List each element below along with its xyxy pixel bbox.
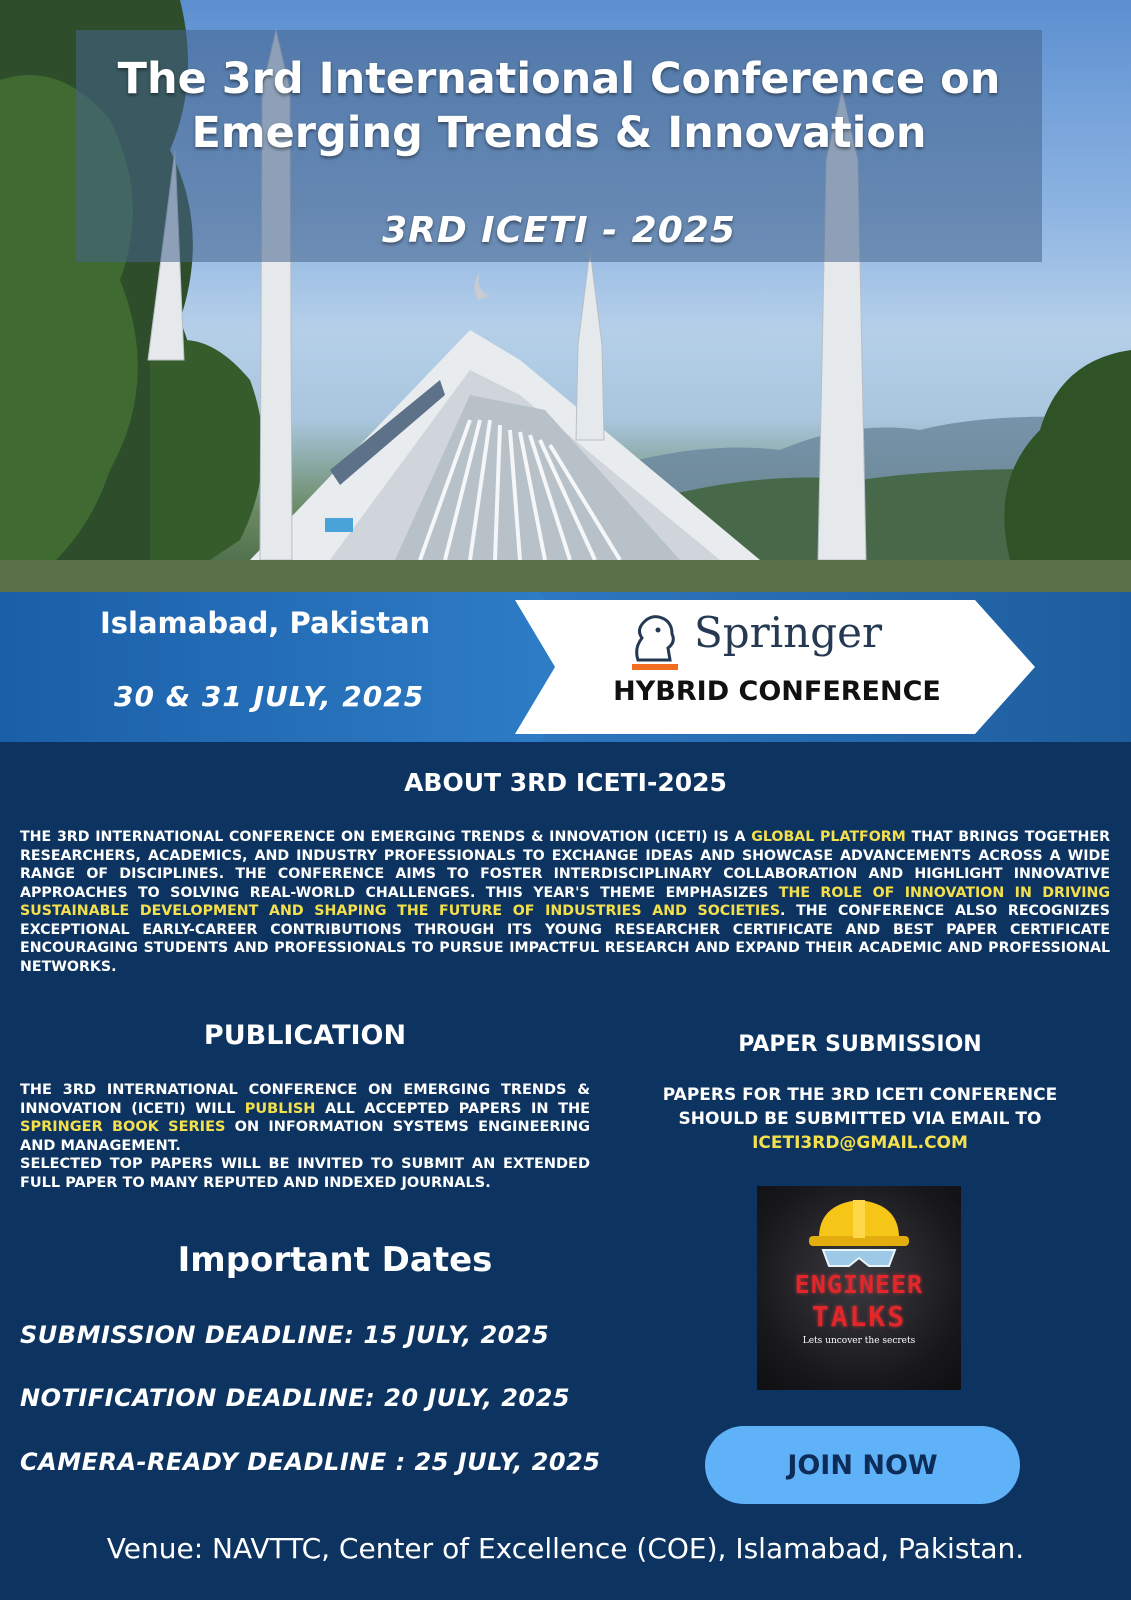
conference-edition: 3RD ICETI - 2025 <box>382 210 736 251</box>
hard-hat-icon <box>757 1186 961 1276</box>
paper-submission-text <box>630 1083 1090 1155</box>
publication-highlight-1: PUBLISH <box>244 1100 316 1117</box>
about-heading: ABOUT 3RD ICETI-2025 <box>404 768 727 797</box>
submission-email-link[interactable]: ICETI3RD@GMAIL.COM <box>752 1133 968 1153</box>
publication-text-4: SELECTED TOP PAPERS WILL BE INVITED TO SUBMIT AN EXTENDED FULL PAPER TO MANY REPUTED AND INDEXED JOURNALS. <box>20 1156 590 1191</box>
sponsor-word-1: ENGINEER <box>794 1270 924 1299</box>
springer-name: Springer <box>694 608 883 657</box>
about-text-2: THAT BRINGS TOGETHER RESEARCHERS, ACADEMICS, AND INDUSTRY PROFESSIONALS TO EXCHANGE IDEAS AND SHOWCASE ADVANCEMENTS ACROSS A WIDE RANGE OF DISCIPLINES. THE CONFERENCE AIMS TO FOSTER INTERDISCIPLINARY COLLABORATION AND HIGHLIGHT INNOVATIVE APPROACHES TO SOLVING REAL-WORLD CHALLENGES. THIS YEAR'S THEME EMPHASIZES <box>20 829 1110 901</box>
publication-text-1: THE 3RD INTERNATIONAL CONFERENCE ON EMERGING TRENDS & INNOVATION (ICETI) WILL <box>20 1082 590 1117</box>
publication-highlight-2: SPRINGER BOOK SERIES <box>20 1119 226 1135</box>
conference-mode: HYBRID CONFERENCE <box>613 676 941 707</box>
about-highlight-2: THE ROLE OF INNOVATION IN DRIVING SUSTAINABLE DEVELOPMENT AND SHAPING THE FUTURE OF INDUSTRIES AND SOCIETIES <box>20 884 1111 919</box>
conference-title: The 3rd International Conference on Emerging Trends & Innovation <box>117 54 1001 158</box>
sponsor-word-2: TALKS <box>811 1300 907 1333</box>
publication-heading: PUBLICATION <box>203 1020 407 1051</box>
title-panel <box>76 30 1042 262</box>
conference-location: Islamabad, Pakistan <box>100 606 431 640</box>
publication-paragraph <box>20 1081 590 1192</box>
conference-dates: 30 & 31 JULY, 2025 <box>114 680 425 713</box>
about-highlight-1: GLOBAL PLATFORM <box>751 829 906 845</box>
about-text-3: . THE CONFERENCE ALSO RECOGNIZES EXCEPTIONAL EARLY-CAREER CONTRIBUTIONS THROUGH ITS YOUNG RESEARCHER CERTIFICATE AND BEST PAPER CERTIFICATE ENCOURAGING STUDENTS AND PROFESSIONALS TO PURSUE IMPACTFUL RESEARCH AND EXPAND THEIR ACADEMIC AND PROFESSIONAL NETWORKS. <box>20 903 1110 975</box>
submission-deadline: SUBMISSION DEADLINE: 15 JULY, 2025 <box>20 1321 550 1349</box>
paper-submission-instructions: PAPERS FOR THE 3RD ICETI CONFERENCE SHOULD BE SUBMITTED VIA EMAIL TO <box>662 1085 1058 1129</box>
engineer-talks-logo <box>757 1186 961 1390</box>
springer-horse-icon <box>624 608 686 672</box>
notification-deadline: NOTIFICATION DEADLINE: 20 JULY, 2025 <box>20 1384 571 1412</box>
camera-ready-deadline: CAMERA-READY DEADLINE : 25 JULY, 2025 <box>20 1448 601 1476</box>
sponsor-tagline: Lets uncover the secrets <box>802 1336 916 1346</box>
venue-text: Venue: NAVTTC, Center of Excellence (COE), Islamabad, Pakistan. <box>106 1532 1025 1565</box>
about-text-1: THE 3RD INTERNATIONAL CONFERENCE ON EMERGING TRENDS & INNOVATION (ICETI) IS A <box>20 829 752 845</box>
publication-text-2: ALL ACCEPTED PAPERS IN THE <box>315 1100 590 1117</box>
important-dates-heading: Important Dates <box>177 1240 493 1280</box>
publication-text-3: ON INFORMATION SYSTEMS ENGINEERING AND MANAGEMENT. <box>20 1119 590 1154</box>
info-banner <box>0 592 1131 742</box>
hero-mosque-photo <box>0 0 1131 600</box>
join-now-button[interactable]: JOIN NOW <box>705 1426 1020 1504</box>
paper-submission-heading: PAPER SUBMISSION <box>738 1032 982 1057</box>
about-paragraph <box>20 828 1110 976</box>
